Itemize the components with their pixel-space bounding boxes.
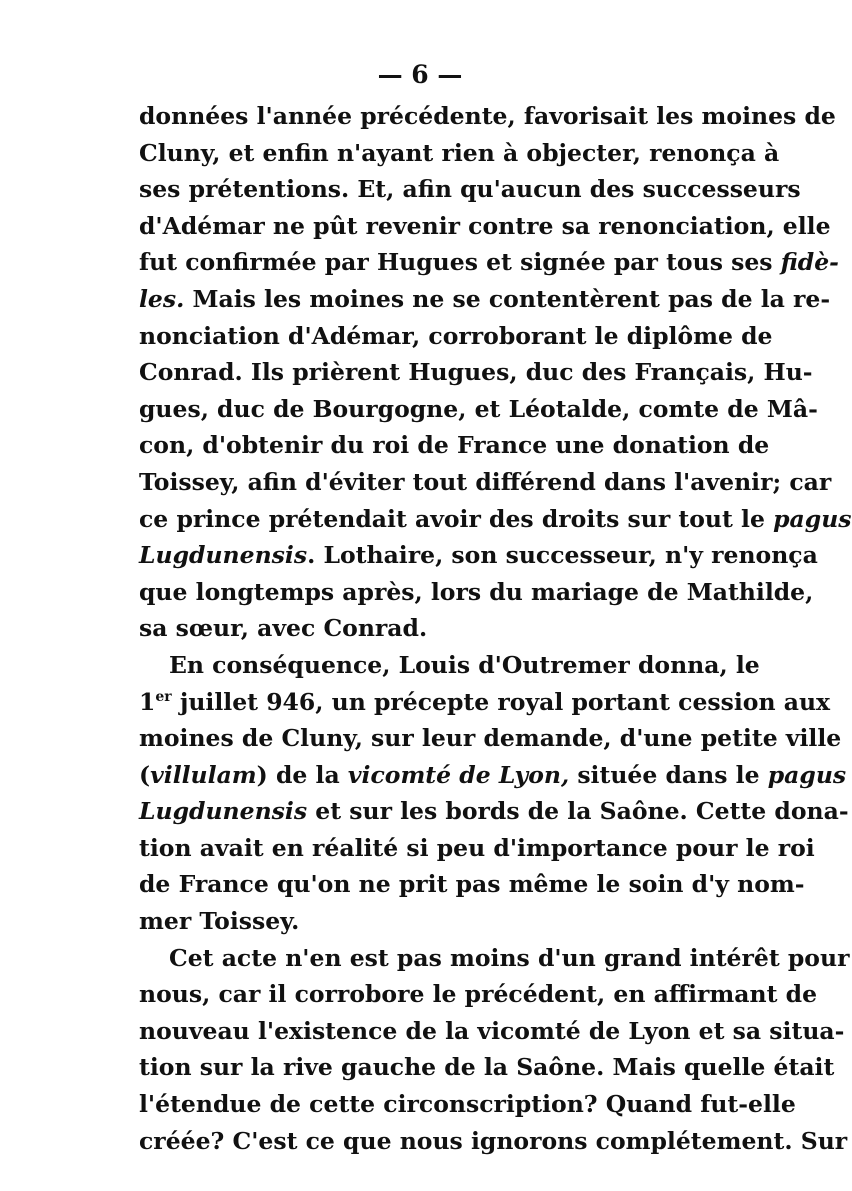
text-line: moines de Cluny, sur leur demande, d'une petite ville — [139, 724, 842, 753]
italic-word: vicomté de Lyon, — [347, 760, 570, 789]
text-segment: Mais les moines ne se contentèrent pas de la re- — [184, 284, 831, 313]
italic-word: villulam — [150, 760, 257, 789]
page-number: — 6 — — [377, 60, 463, 89]
text-line: tion avait en réalité si peu d'importance pour le roi — [139, 833, 815, 862]
text-line — [139, 501, 852, 538]
italic-word: Lugdunensis — [139, 797, 308, 826]
text-segment: juillet 946, un précepte royal portant cession aux — [171, 687, 831, 716]
text-line: données l'année précédente, favorisait les moines de — [139, 102, 836, 130]
text-line: nonciation d'Adémar, corroborant le diplôme de — [139, 321, 773, 350]
italic-word: pagus — [767, 760, 847, 789]
text-line — [139, 537, 818, 574]
italic-word: fidè- — [780, 248, 839, 277]
text-line — [139, 793, 849, 830]
text-line: l'étendue de cette circonscription? Quand fut-elle — [139, 1090, 796, 1119]
text-line: sa sœur, avec Conrad. — [139, 614, 428, 643]
text-line: En conséquence, Louis d'Outremer donna, le — [169, 650, 760, 679]
text-line: mer Toissey. — [139, 907, 300, 936]
text-line: créée? C'est ce que nous ignorons complétement. Sur — [139, 1126, 848, 1155]
text-line: nouveau l'existence de la vicomté de Lyon et sa situa- — [139, 1016, 845, 1045]
text-line — [139, 244, 839, 281]
text-line: Toissey, afin d'éviter tout différend dans l'avenir; car — [139, 467, 832, 496]
text-segment: et sur les bords de la Saône. Cette dona- — [307, 797, 849, 826]
text-line: ses prétentions. Et, afin qu'aucun des successeurs — [139, 175, 801, 204]
text-segment: fut confirmée par Hugues et signée par tous ses — [139, 248, 781, 277]
text-segment: . Lothaire, son successeur, n'y renonça — [307, 541, 818, 570]
text-line: d'Adémar ne pût revenir contre sa renonciation, elle — [139, 211, 831, 240]
text-line: gues, duc de Bourgogne, et Léotalde, comte de Mâ- — [139, 394, 818, 423]
text-line: que longtemps après, lors du mariage de Mathilde, — [139, 577, 814, 606]
italic-word: les. — [139, 284, 185, 313]
superscript: er — [155, 688, 172, 705]
text-line: nous, car il corrobore le précédent, en affirmant de — [139, 980, 818, 1009]
text-line: tion sur la rive gauche de la Saône. Mais quelle était — [139, 1053, 835, 1082]
text-line — [139, 684, 831, 721]
italic-word: pagus — [773, 504, 852, 533]
text-segment: située dans le — [569, 760, 768, 789]
text-line — [139, 757, 847, 794]
text-segment: 1 — [139, 687, 156, 716]
text-segment: ce prince prétendait avoir des droits sur tout le — [139, 504, 774, 533]
text-line: Cluny, et enfin n'ayant rien à objecter, renonça à — [139, 138, 780, 167]
text-segment: ( — [139, 760, 151, 789]
text-line: con, d'obtenir du roi de France une donation de — [139, 431, 770, 460]
body-text — [139, 98, 852, 1159]
italic-word: Lugdunensis — [139, 541, 308, 570]
text-line: de France qu'on ne prit pas même le soin d'y nom- — [139, 870, 805, 899]
text-segment: ) de la — [256, 760, 348, 789]
text-line — [139, 281, 831, 318]
text-line: Conrad. Ils prièrent Hugues, duc des Français, Hu- — [139, 358, 813, 387]
text-line: Cet acte n'en est pas moins d'un grand intérêt pour — [169, 943, 850, 972]
